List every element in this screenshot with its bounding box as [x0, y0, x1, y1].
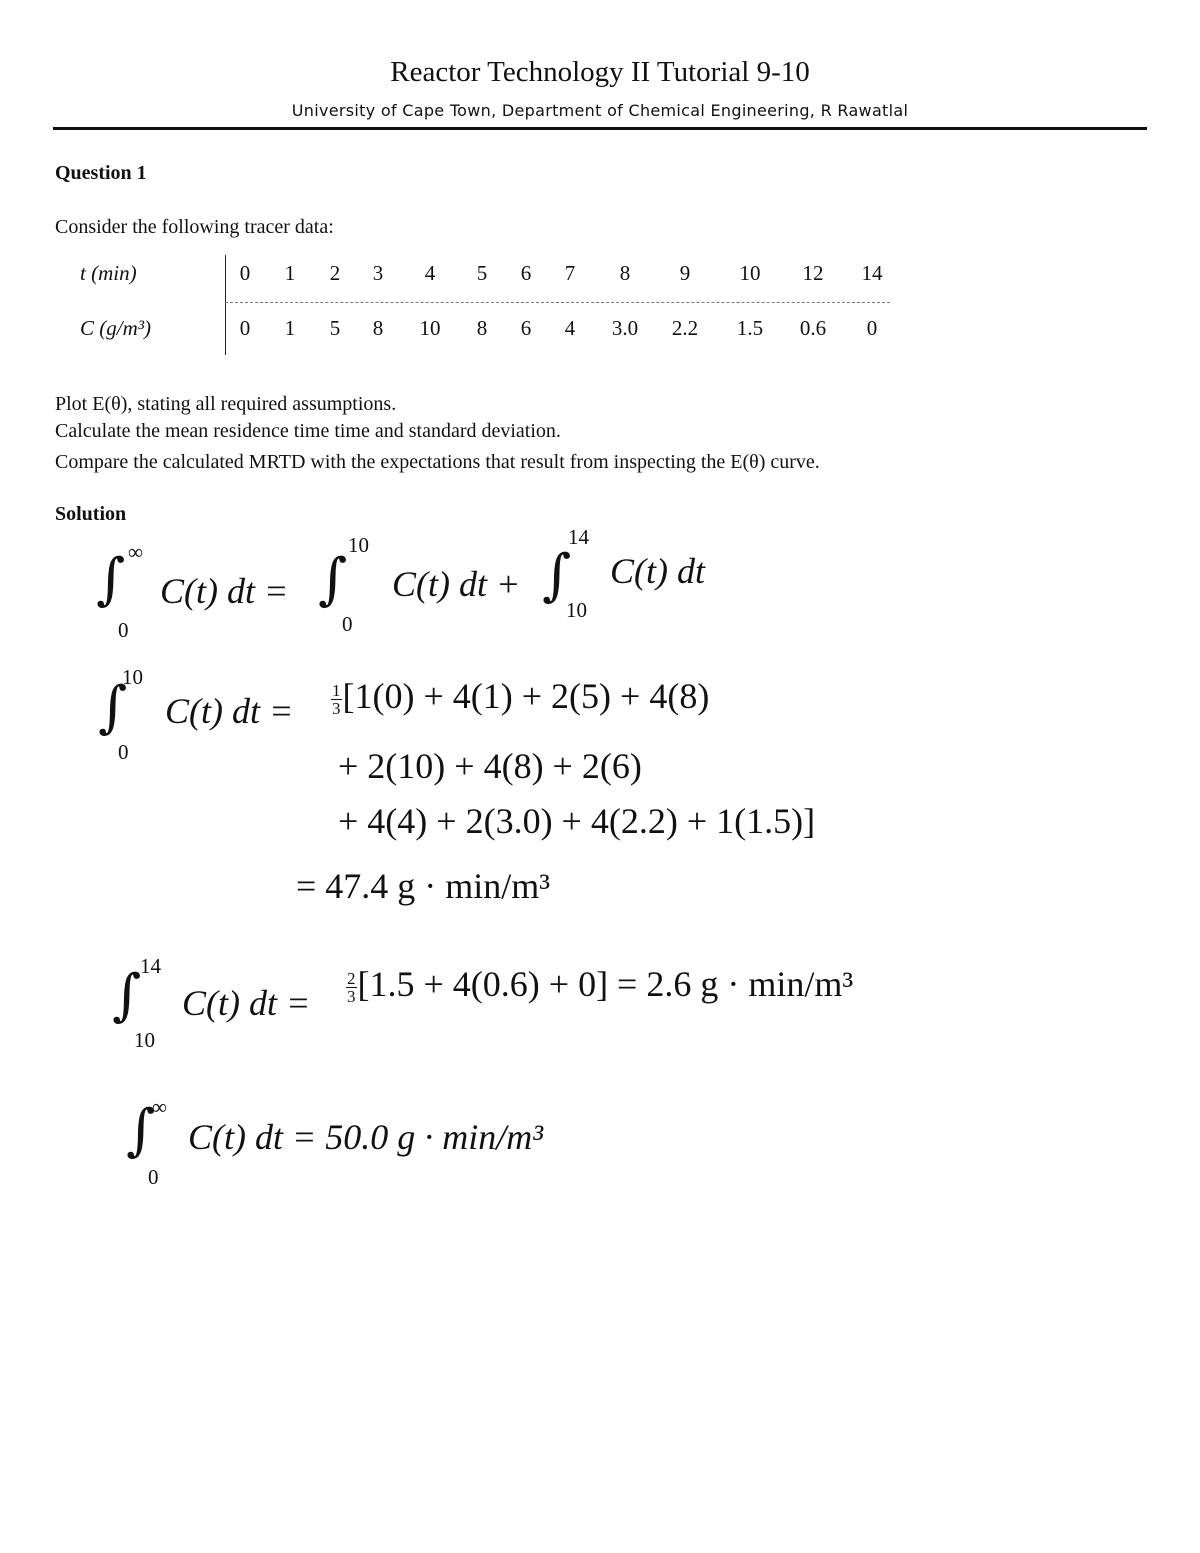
- concentration-value-cell: 6: [520, 316, 532, 340]
- time-value-cell: 2: [329, 261, 341, 285]
- concentration-value-cell: 8: [476, 316, 488, 340]
- fraction-numerator: 2: [347, 969, 356, 989]
- solution-heading: Solution: [55, 503, 127, 525]
- equation-text: C(t) dt = 50.0 g · min/m³: [188, 1117, 544, 1157]
- concentration-value-cell: 1: [284, 316, 296, 340]
- concentration-value-cell: 10: [419, 316, 441, 340]
- time-value-cell: 5: [476, 261, 488, 285]
- equation-text: C(t) dt =: [182, 983, 311, 1023]
- integral-upper-limit: 14: [140, 954, 161, 978]
- equation-line-3: + 4(4) + 2(3.0) + 4(2.2) + 1(1.5)]: [338, 801, 816, 841]
- integral-lower-limit: 10: [134, 1028, 155, 1052]
- equation-text: [345, 963, 853, 1005]
- concentration-value-cell: 0.6: [799, 316, 827, 340]
- header-divider: [53, 127, 1147, 130]
- equation-text: C(t) dt =: [160, 571, 289, 611]
- time-value-cell: 14: [861, 261, 883, 285]
- row-label-concentration: [80, 316, 151, 341]
- row-label-time-text: t (min): [80, 261, 137, 285]
- equation-text: C(t) dt =: [165, 691, 294, 731]
- concentration-value-cell: 3.0: [611, 316, 639, 340]
- integral-sign: ∫: [98, 675, 128, 740]
- integral-sign: ∫: [542, 543, 572, 608]
- integral-sign: ∫: [96, 547, 126, 612]
- fraction-denominator: 3: [332, 699, 341, 719]
- document-subtitle: University of Cape Town, Department of Chemical Engineering, R Rawatlal: [291, 101, 909, 120]
- concentration-value-cell: 8: [372, 316, 384, 340]
- equation-result: = 47.4 g · min/m³: [296, 866, 551, 906]
- row-label-time: [80, 261, 137, 286]
- time-value-cell: 12: [802, 261, 824, 285]
- fraction: [346, 970, 357, 1005]
- tracer-data-table: [80, 255, 900, 355]
- integral-sign: ∫: [318, 547, 348, 612]
- time-value-cell: 9: [679, 261, 691, 285]
- concentration-value-cell: 5: [329, 316, 341, 340]
- question-intro: Consider the following tracer data:: [55, 216, 334, 238]
- document-title: Reactor Technology II Tutorial 9-10: [390, 56, 810, 88]
- row-label-concentration-text: C (g/m³): [80, 316, 152, 340]
- concentration-value-cell: 4: [564, 316, 576, 340]
- concentration-value-cell: 1.5: [736, 316, 764, 340]
- integral-lower-limit: 10: [566, 598, 587, 622]
- time-value-cell: 7: [564, 261, 576, 285]
- fraction-denominator: 3: [347, 987, 356, 1007]
- integral-lower-limit: 0: [118, 618, 129, 642]
- equation-text: C(t) dt: [610, 551, 705, 591]
- time-value-cell: 6: [520, 261, 532, 285]
- time-value-cell: 1: [284, 261, 296, 285]
- time-value-cell: 3: [372, 261, 384, 285]
- integral-lower-limit: 0: [342, 612, 353, 636]
- time-value-cell: 4: [424, 261, 436, 285]
- integral-sign: ∫: [126, 1098, 156, 1163]
- time-value-cell: 8: [619, 261, 631, 285]
- integral-sign: ∫: [112, 963, 142, 1028]
- task-2: Calculate the mean residence time time and standard deviation.: [55, 420, 561, 442]
- equation-text: [330, 675, 709, 717]
- fraction: [331, 682, 342, 717]
- task-3: Compare the calculated MRTD with the expectations that result from inspecting the E(θ) curve.: [55, 451, 820, 473]
- concentration-value-cell: 0: [866, 316, 878, 340]
- task-1: Plot E(θ), stating all required assumptions.: [55, 393, 397, 415]
- integral-upper-limit: 14: [568, 525, 589, 549]
- table-divider-horizontal: [225, 302, 890, 303]
- integral-lower-limit: 0: [118, 740, 129, 764]
- integral-upper-limit: 10: [122, 665, 143, 689]
- equation-line-1: [1(0) + 4(1) + 2(5) + 4(8): [342, 676, 710, 716]
- integral-upper-limit: ∞: [152, 1095, 167, 1119]
- concentration-value-cell: 0: [239, 316, 251, 340]
- equation-line-2: + 2(10) + 4(8) + 2(6): [338, 746, 642, 786]
- fraction-numerator: 1: [332, 681, 341, 701]
- table-row-concentration: [80, 310, 900, 350]
- time-value-cell: 10: [739, 261, 761, 285]
- integral-lower-limit: 0: [148, 1165, 159, 1189]
- question-heading: Question 1: [55, 162, 147, 184]
- table-row-time: [80, 255, 900, 295]
- equation-rhs: [1.5 + 4(0.6) + 0] = 2.6 g · min/m³: [357, 964, 854, 1004]
- integral-upper-limit: ∞: [128, 540, 143, 564]
- equation-text: C(t) dt +: [392, 564, 521, 604]
- integral-upper-limit: 10: [348, 533, 369, 557]
- concentration-value-cell: 2.2: [671, 316, 699, 340]
- time-value-cell: 0: [239, 261, 251, 285]
